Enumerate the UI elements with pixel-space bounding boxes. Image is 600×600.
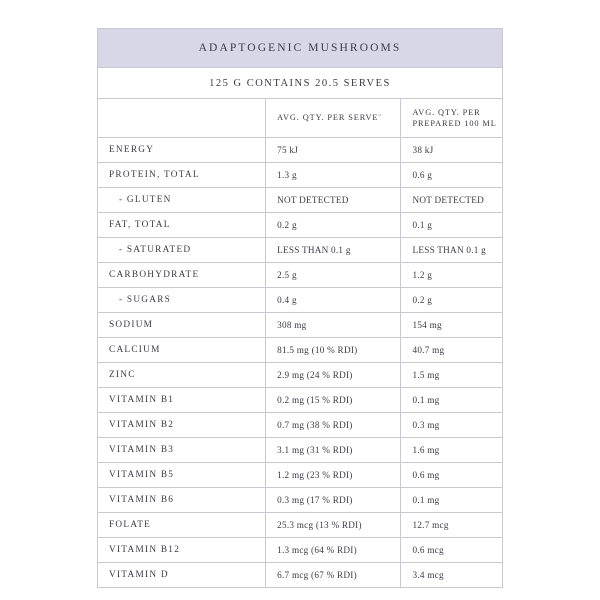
value-per-serve: 1.2 mg (23 % RDI) xyxy=(266,463,401,488)
nutrition-table-head xyxy=(98,99,502,138)
value-per-serve: 81.5 mg (10 % RDI) xyxy=(266,338,401,363)
nutrient-label: FAT, TOTAL xyxy=(98,213,266,238)
value-per-prepared-100ml: 38 kJ xyxy=(401,138,502,163)
nutrient-label: CALCIUM xyxy=(98,338,266,363)
value-per-serve: 3.1 mg (31 % RDI) xyxy=(266,438,401,463)
value-per-prepared-100ml: 154 mg xyxy=(401,313,502,338)
nutrient-label: ENERGY xyxy=(98,138,266,163)
value-per-prepared-100ml: LESS THAN 0.1 g xyxy=(401,238,502,263)
value-per-serve: 2.9 mg (24 % RDI) xyxy=(266,363,401,388)
serving-size-text: 125 G CONTAINS 20.5 SERVES xyxy=(209,77,391,89)
nutrient-label: - SATURATED xyxy=(98,238,266,263)
value-per-prepared-100ml: 0.6 mg xyxy=(401,463,502,488)
column-header-nutrient xyxy=(98,99,266,138)
value-per-serve: 1.3 g xyxy=(266,163,401,188)
value-per-prepared-100ml: 12.7 mcg xyxy=(401,513,502,538)
value-per-serve: 0.2 g xyxy=(266,213,401,238)
value-per-prepared-100ml: 40.7 mg xyxy=(401,338,502,363)
nutrient-label: VITAMIN B3 xyxy=(98,438,266,463)
table-row xyxy=(98,138,502,163)
column-header-per-prepared-100ml: AVG. QTY. PER PREPARED 100 ML xyxy=(401,99,502,138)
page-title: ADAPTOGENIC MUSHROOMS xyxy=(198,42,402,54)
value-per-serve: 0.3 mg (17 % RDI) xyxy=(266,488,401,513)
value-per-serve: 2.5 g xyxy=(266,263,401,288)
nutrient-label: VITAMIN B1 xyxy=(98,388,266,413)
table-row xyxy=(98,338,502,363)
nutrient-label: VITAMIN B6 xyxy=(98,488,266,513)
value-per-prepared-100ml: 0.1 mg xyxy=(401,388,502,413)
value-per-prepared-100ml: 1.5 mg xyxy=(401,363,502,388)
table-row xyxy=(98,313,502,338)
nutrition-table xyxy=(98,99,502,587)
value-per-prepared-100ml: 3.4 mcg xyxy=(412,570,444,580)
value-per-serve: 308 mg xyxy=(266,313,401,338)
table-row xyxy=(98,238,502,263)
value-per-serve: 0.7 mg (38 % RDI) xyxy=(266,413,401,438)
panel-title-bar xyxy=(98,29,502,68)
value-per-serve: 0.2 mg (15 % RDI) xyxy=(266,388,401,413)
value-per-serve: 0.4 g xyxy=(266,288,401,313)
value-per-prepared-100ml: 0.6 g xyxy=(401,163,502,188)
nutrient-label: ZINC xyxy=(98,363,266,388)
serving-size-bar xyxy=(98,68,502,99)
table-row xyxy=(98,563,502,588)
table-header-row xyxy=(98,99,502,138)
value-per-prepared-100ml: 1.6 mg xyxy=(401,438,502,463)
nutrient-label: - GLUTEN xyxy=(98,188,266,213)
value-per-prepared-100ml: NOT DETECTED xyxy=(401,188,502,213)
value-per-serve: 6.7 mcg (67 % RDI) xyxy=(266,563,401,588)
table-row xyxy=(98,438,502,463)
value-per-serve: 75 kJ xyxy=(266,138,401,163)
value-per-serve: LESS THAN 0.1 g xyxy=(266,238,401,263)
table-row xyxy=(98,513,502,538)
table-row xyxy=(98,213,502,238)
table-row xyxy=(98,363,502,388)
value-per-prepared-100ml: 0.1 mg xyxy=(401,488,502,513)
nutrient-label: CARBOHYDRATE xyxy=(98,263,266,288)
column-header-per-serve: AVG. QTY. PER SERVE¨ xyxy=(266,99,401,138)
table-row xyxy=(98,488,502,513)
nutrient-label: - SUGARS xyxy=(98,288,266,313)
table-row xyxy=(98,188,502,213)
nutrition-table-body xyxy=(98,138,502,588)
value-per-prepared-100ml: 0.1 g xyxy=(401,213,502,238)
table-row xyxy=(98,538,502,563)
nutrition-information-panel xyxy=(97,28,503,588)
table-row xyxy=(98,463,502,488)
table-row xyxy=(98,288,502,313)
nutrient-label: SODIUM xyxy=(98,313,266,338)
nutrient-label: VITAMIN D xyxy=(98,563,266,588)
table-row xyxy=(98,388,502,413)
value-per-prepared-100ml: 1.2 g xyxy=(401,263,502,288)
value-per-prepared-100ml: 0.6 mcg xyxy=(401,538,502,563)
nutrient-label: PROTEIN, TOTAL xyxy=(98,163,266,188)
nutrient-label: VITAMIN B2 xyxy=(98,413,266,438)
value-per-prepared-100ml: 0.2 g xyxy=(401,288,502,313)
table-row xyxy=(98,263,502,288)
table-row xyxy=(98,163,502,188)
nutrient-label: VITAMIN B12 xyxy=(98,538,266,563)
value-per-serve: 1.3 mcg (64 % RDI) xyxy=(266,538,401,563)
nutrient-label: VITAMIN B5 xyxy=(98,463,266,488)
nutrient-label: FOLATE xyxy=(98,513,266,538)
value-per-prepared-100ml: 0.3 mg xyxy=(401,413,502,438)
value-per-serve: NOT DETECTED xyxy=(266,188,401,213)
value-per-serve: 25.3 mcg (13 % RDI) xyxy=(266,513,401,538)
table-row xyxy=(98,413,502,438)
